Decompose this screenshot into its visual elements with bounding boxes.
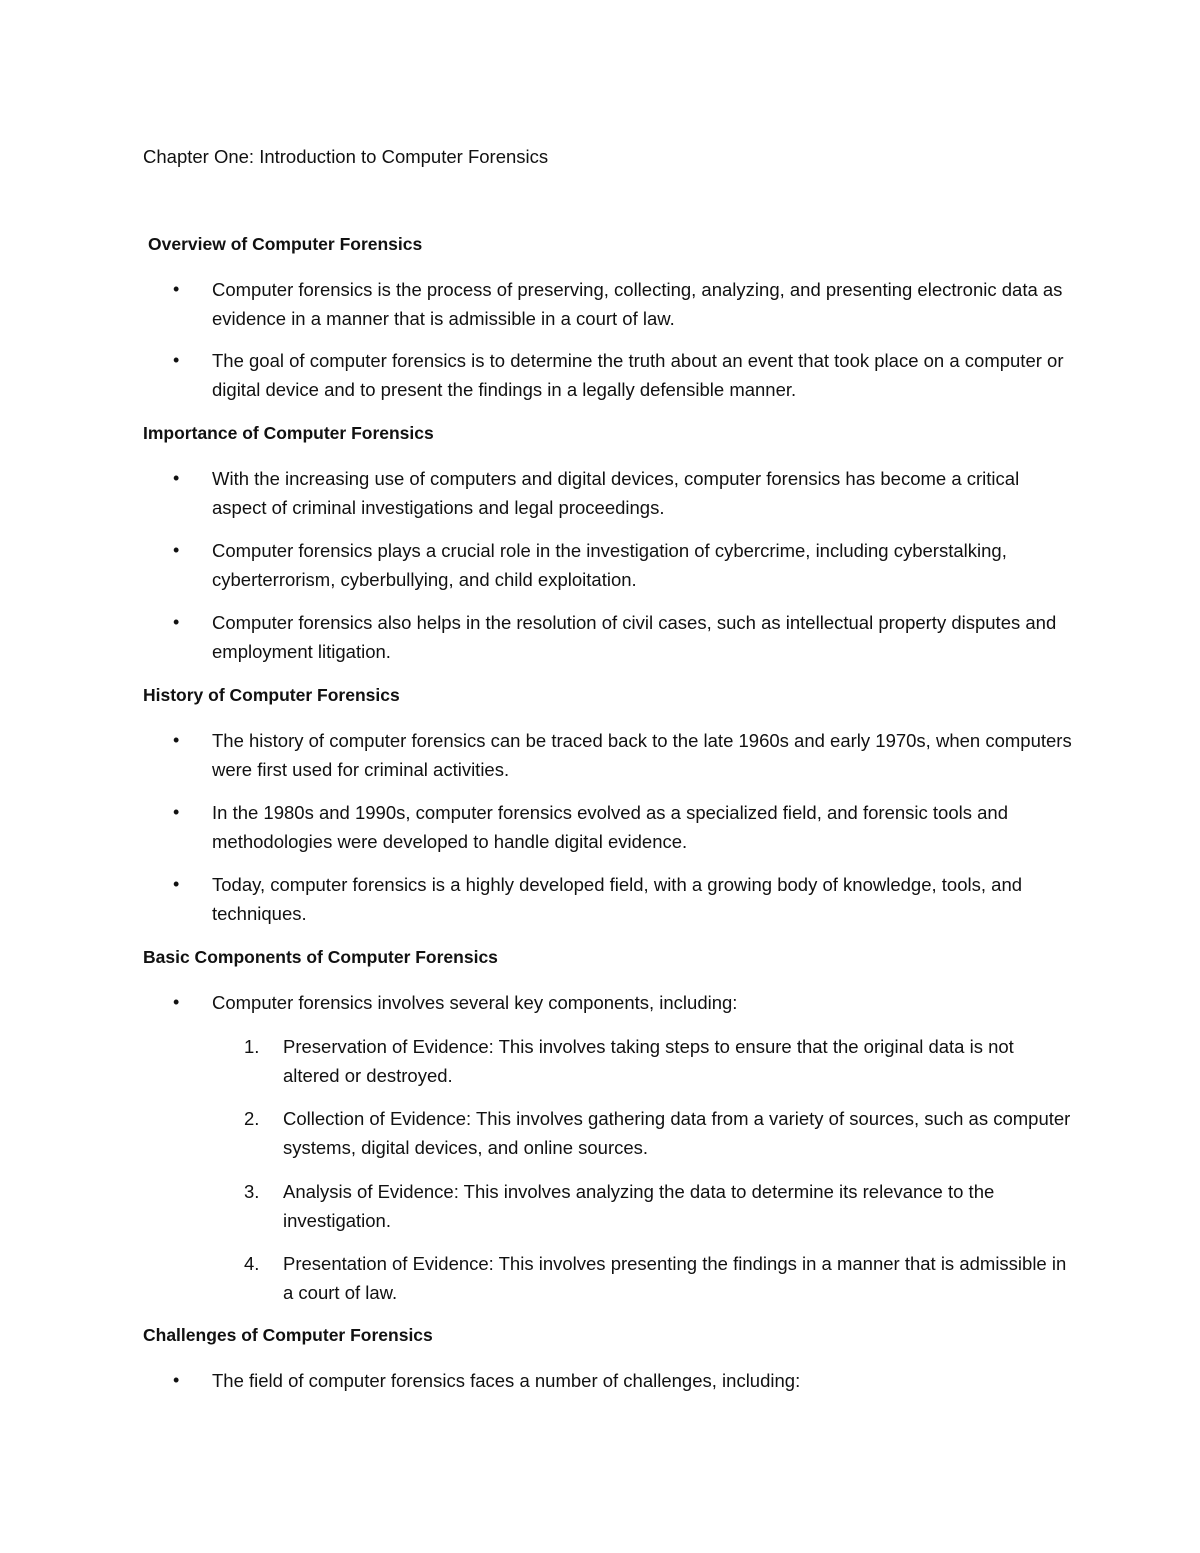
numbered-item-text: Collection of Evidence: This involves gathering data from a variety of sources, such as computer systems, digital devices, and online sources. — [283, 1108, 1071, 1158]
section-heading-history: History of Computer Forensics — [143, 685, 400, 705]
bullet-icon: • — [173, 468, 180, 488]
bullet-icon: • — [173, 730, 180, 750]
list-item-text: Computer forensics involves several key components, including: — [212, 992, 738, 1013]
bullet-icon: • — [173, 1370, 180, 1390]
list-item-text: With the increasing use of computers and digital devices, computer forensics has become a critical aspect of criminal investigations and legal proceedings. — [212, 468, 1020, 518]
list-item-text: Today, computer forensics is a highly developed field, with a growing body of knowledge, tools, and techniques. — [212, 874, 1023, 924]
section-heading-components: Basic Components of Computer Forensics — [143, 947, 498, 967]
item-number: 4. — [244, 1253, 260, 1274]
section-heading-challenges: Challenges of Computer Forensics — [143, 1325, 433, 1345]
list-item-text: Computer forensics plays a crucial role in the investigation of cybercrime, including cyberstalking, cyberterrorism, cyberbullying, and child exploitation. — [212, 540, 1007, 590]
list-item-text: The goal of computer forensics is to determine the truth about an event that took place on a computer or digital device and to present the findings in a legally defensible manner. — [212, 350, 1064, 400]
page-title: Chapter One: Introduction to Computer Forensics — [143, 146, 549, 167]
list-item-text: Computer forensics also helps in the resolution of civil cases, such as intellectual property disputes and employment litigation. — [212, 612, 1057, 662]
list-item — [143, 608, 1073, 666]
section-heading-overview: Overview of Computer Forensics — [148, 234, 423, 254]
bullet-icon: • — [173, 612, 180, 632]
list-item — [143, 346, 1073, 404]
bullet-icon: • — [173, 874, 180, 894]
section-heading-importance: Importance of Computer Forensics — [143, 423, 434, 443]
list-item-text: Computer forensics is the process of preserving, collecting, analyzing, and presenting electronic data as evidence in a manner that is admissible in a court of law. — [212, 279, 1063, 329]
bullet-icon: • — [173, 992, 180, 1012]
list-item — [143, 275, 1073, 333]
list-item — [143, 870, 1073, 928]
numbered-item — [143, 1032, 1073, 1090]
list-item-text: The history of computer forensics can be traced back to the late 1960s and early 1970s, when computers were first used for criminal activities. — [212, 730, 1072, 780]
list-item — [143, 464, 1073, 522]
list-item — [143, 1366, 1073, 1395]
list-item-text: The field of computer forensics faces a number of challenges, including: — [212, 1370, 801, 1391]
list-item — [143, 536, 1073, 594]
item-number: 2. — [244, 1108, 260, 1129]
list-item — [143, 726, 1073, 784]
bullet-icon: • — [173, 540, 180, 560]
numbered-item-text: Presentation of Evidence: This involves presenting the findings in a manner that is admissible in a court of law. — [283, 1253, 1067, 1303]
numbered-item — [143, 1177, 1073, 1235]
item-number: 1. — [244, 1036, 260, 1057]
bullet-icon: • — [173, 802, 180, 822]
list-item-text: In the 1980s and 1990s, computer forensics evolved as a specialized field, and forensic tools and methodologies were developed to handle digital evidence. — [212, 802, 1008, 852]
numbered-item — [143, 1249, 1073, 1307]
bullet-icon: • — [173, 350, 180, 370]
numbered-item-text: Preservation of Evidence: This involves taking steps to ensure that the original data is not altered or destroyed. — [283, 1036, 1014, 1086]
numbered-item-text: Analysis of Evidence: This involves analyzing the data to determine its relevance to the investigation. — [283, 1181, 995, 1231]
numbered-item — [143, 1104, 1073, 1162]
bullet-icon: • — [173, 279, 180, 299]
list-item — [143, 798, 1073, 856]
item-number: 3. — [244, 1181, 260, 1202]
list-item — [143, 988, 1073, 1017]
